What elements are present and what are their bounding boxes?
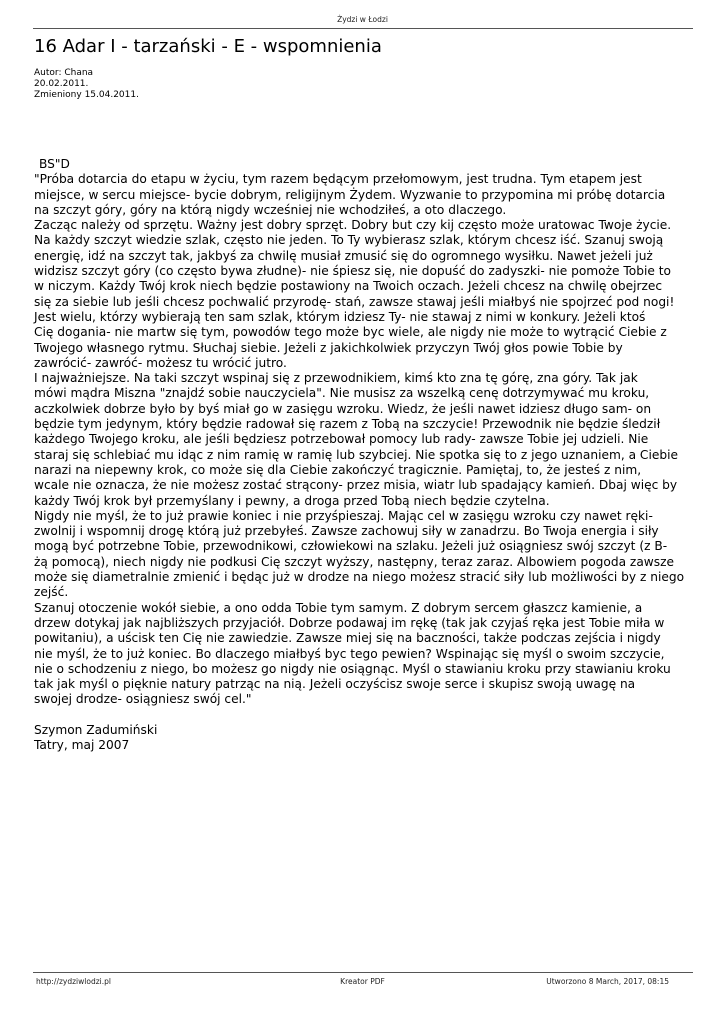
footer-url: http://zydziwlodzi.pl	[36, 977, 111, 986]
body-line: "Próba dotarcia do etapu w życiu, tym razem będącym przełomowym, jest trudna. Tym etapem jest	[34, 172, 642, 187]
body-line: mogą być potrzebne Tobie, przewodnikowi, człowiekowi na szlaku. Jeżeli już osiągniesz swój szczyt (z B-	[34, 539, 668, 554]
body-line: Nigdy nie myśl, że to już prawie koniec i nie przyśpieszaj. Mając cel w zasięgu wzroku czy nawet ręki-	[34, 508, 653, 523]
body-line: się za siebie lub jeśli chcesz pochwalić przyrodę- stań, zawsze stawaj jeśli miałbyś nie spojrzeć pod nogi!	[34, 294, 675, 309]
body-line: wcale nie oznacza, że nie możesz zostać strącony- przez misia, wiatr lub spadający kamień. Dbaj więc by	[34, 478, 678, 493]
body-line: tak jak myśl o pięknie natury patrząc na nią. Jeżeli oczyścisz swoje serce i skupisz swoją uwagę na	[34, 677, 636, 692]
body-line: Twojego własnego rytmu. Słuchaj siebie. Jeżeli z jakichkolwiek przyczyn Twój głos powie Tobie by	[34, 340, 623, 355]
greeting-line: BS"D	[39, 157, 70, 171]
body-line: I najważniejsze. Na taki szczyt wspinaj się z przewodnikiem, kimś kto zna tę górę, zna góry. Tak jak	[34, 371, 638, 386]
body-line: Tatry, maj 2007	[34, 738, 130, 753]
footer-generator: Kreator PDF	[340, 977, 385, 986]
body-line: Zacząc należy od sprzętu. Ważny jest dobry sprzęt. Dobry but czy kij często może uratowac Twoje życie.	[34, 218, 672, 233]
body-line: każdego Twojego kroku, ale jeśli będziesz potrzebował pomocy lub rady- zawsze Tobie jej udzieli. Nie	[34, 432, 649, 447]
body-line: powitaniu), a uścisk ten Cię nie zawiedzie. Zawsze miej się na baczności, także podczas zejścia i nigdy	[34, 631, 661, 646]
body-line: żą pomocą), niech nigdy nie podkusi Cię szczyt wyższy, następny, teraz zaraz. Albowiem pogoda zawsze	[34, 554, 675, 569]
body-line: drzew dotykaj jak najbliższych przyjaciół. Dobrze podawaj im rękę (tak jak czyjaś ręka jest Tobie miła w	[34, 615, 665, 630]
body-line: Szanuj otoczenie wokół siebie, a ono odda Tobie tym samym. Z dobrym sercem głaszcz kamienie, a	[34, 600, 643, 615]
article-body	[34, 157, 694, 754]
footer-divider	[33, 972, 693, 973]
body-line: widzisz szczyt góry (co często bywa złudne)- nie śpiesz się, nie dopuść do zadyszki- nie pomoże Tobie to	[34, 264, 671, 279]
body-line: Jest wielu, którzy wybierają ten sam szlak, którym idziesz Ty- nie stawaj z nimi w konkury. Jeżeli ktoś	[34, 309, 646, 324]
footer-created: Utworzono 8 March, 2017, 08:15	[546, 977, 669, 986]
author-line: Autor: Chana	[34, 68, 94, 78]
site-header: Żydzi w Łodzi	[337, 15, 388, 24]
body-line: swojej drodze- osiągniesz swój cel."	[34, 692, 252, 707]
body-line: Szymon Zadumiński	[34, 722, 158, 737]
body-line: może się diametralnie zmienić i będąc już w drodze na niego możesz stracić siły lub możliwości by z niego	[34, 570, 685, 585]
body-line: aczkolwiek dobrze było by byś miał go w zasięgu wzroku. Wiedz, że jeśli nawet idziesz długo sam- on	[34, 401, 652, 416]
body-line: w niczym. Każdy Twój krok niech będzie postawiony na Twoich oczach. Jeżeli chcesz na chwilę obejrzec	[34, 279, 663, 294]
body-line: Cię dogania- nie martw się tym, powodów tego może byc wiele, ale nigdy nie może to wytrącić Ciebie z	[34, 325, 667, 340]
header-divider	[33, 28, 693, 29]
modified-date: Zmieniony 15.04.2011.	[34, 90, 139, 100]
article-meta	[34, 68, 139, 101]
body-line: mówi mądra Miszna "znajdź sobie nauczyciela". Nie musisz za wszelką cenę dotrzymywać mu kroku,	[34, 386, 650, 401]
body-line: zawrócić- zawróć- możesz tu wrócić jutro.	[34, 355, 287, 370]
body-line: energię, idź na szczyt tak, jakbyś za chwilę musiał zmusić się do ogromnego wysiłku. Nawet jeżeli już	[34, 248, 653, 263]
body-line: zejść.	[34, 585, 69, 600]
body-line: na szczyt góry, góry na którą nigdy wcześniej nie wchodziłeś, a oto dlaczego.	[34, 202, 507, 217]
body-line: nie o schodzeniu z niego, bo możesz go nigdy nie osiągnąc. Myśl o stawianiu kroku przy stawianiu kroku	[34, 661, 671, 676]
body-line: miejsce, w sercu miejsce- bycie dobrym, religijnym Żydem. Wyzwanie to przypomina mi próbę dotarcia	[34, 187, 666, 202]
body-line: każdy Twój krok był przemyślany i pewny, a droga przed Tobą niech będzie czytelna.	[34, 493, 550, 508]
body-line: zwolnij i wspomnij drogę którą już przebyłeś. Zawsze zachowuj siły w zanadrzu. Bo Twoja energia i siły	[34, 524, 659, 539]
body-line	[34, 708, 694, 723]
article-title: 16 Adar I - tarzański - E - wspomnienia	[34, 36, 382, 57]
body-line: Na każdy szczyt wiedzie szlak, często nie jeden. To Ty wybierasz szlak, którym chcesz iść. Szanuj swoją	[34, 233, 664, 248]
body-line: narazi na niepewny krok, co może się dla Ciebie zakończyć tragicznie. Pamiętaj, to, że jesteś z nim,	[34, 462, 642, 477]
body-line: będzie tym jedynym, który będzie radował się razem z Tobą na szczycie! Przewodnik nie będzie śledził	[34, 417, 661, 432]
body-line: nie myśl, że to już koniec. Bo dlaczego miałbyś byc tego pewien? Wspinając się myśl o swoim szczycie,	[34, 646, 665, 661]
body-line: staraj się schlebiać mu idąc z nim ramię w ramię lub szybciej. Nie spotka się to z jego uznaniem, a Ciebie	[34, 447, 678, 462]
created-date: 20.02.2011.	[34, 79, 89, 89]
